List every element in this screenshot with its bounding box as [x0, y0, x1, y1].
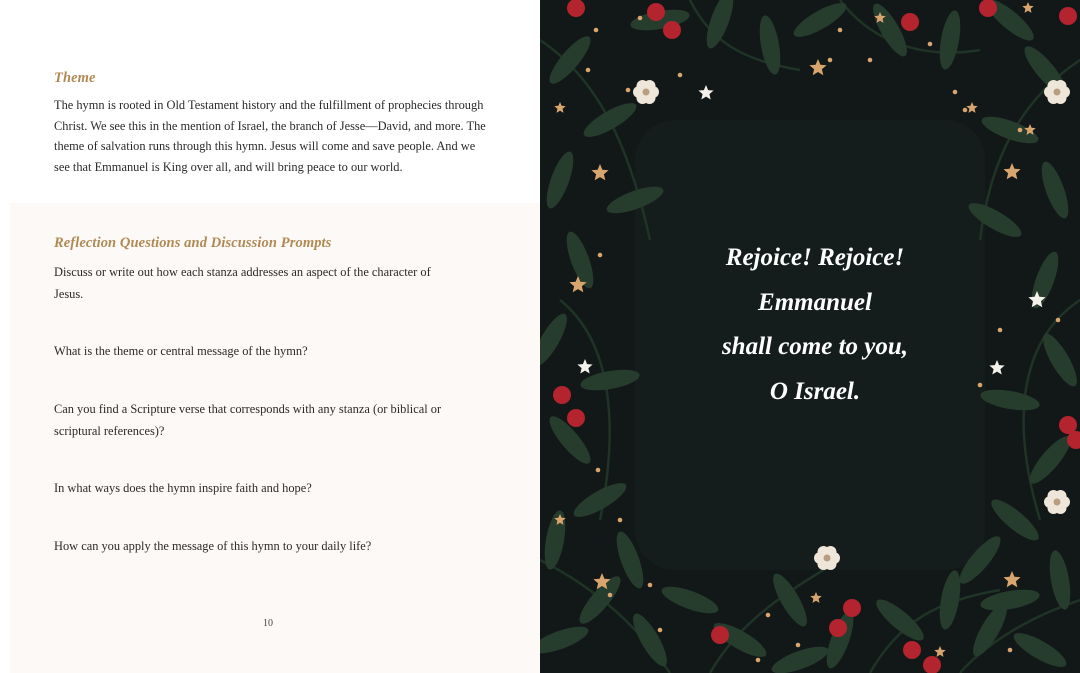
berry	[567, 0, 585, 17]
sparkle-star	[698, 85, 713, 100]
berry	[1059, 7, 1077, 25]
leaf	[979, 386, 1041, 414]
leaf	[790, 0, 851, 43]
quote-line-2: Emmanuel	[758, 288, 872, 316]
star	[1003, 571, 1020, 587]
leaf	[544, 31, 596, 89]
dot	[658, 628, 663, 633]
leaf	[821, 609, 858, 672]
dot	[838, 28, 843, 33]
prompt-5: How can you apply the message of this hymn to your daily life?	[54, 539, 372, 553]
berry	[843, 599, 861, 617]
quote-line-4: O Israel.	[769, 377, 861, 405]
leaf	[1026, 249, 1063, 312]
dot	[756, 658, 761, 663]
leaf	[767, 570, 813, 631]
star	[1022, 2, 1033, 13]
leaf	[540, 310, 573, 371]
star	[554, 102, 565, 113]
dot	[828, 58, 833, 63]
flower-center	[643, 89, 650, 96]
berry	[829, 619, 847, 637]
leaf	[627, 610, 673, 671]
dot	[586, 68, 591, 73]
page-number: 10	[263, 618, 273, 629]
dot	[766, 613, 771, 618]
stem	[560, 300, 610, 520]
berry	[711, 626, 729, 644]
dot	[796, 643, 801, 648]
dot	[596, 468, 601, 473]
leaf	[1037, 330, 1080, 391]
prompt-1: Discuss or write out how each stanza addresses an aspect of the character of Jesus.	[54, 265, 431, 301]
leaf	[936, 9, 964, 71]
leaf	[871, 594, 929, 646]
leaf	[1010, 627, 1071, 673]
reflection-heading: Reflection Questions and Discussion Prompts	[54, 235, 332, 251]
flower-center	[1054, 89, 1061, 96]
flower-center	[1054, 499, 1061, 506]
dot	[998, 328, 1003, 333]
dot	[978, 383, 983, 388]
berry	[567, 409, 585, 427]
dot	[638, 16, 643, 21]
berry	[901, 13, 919, 31]
dot	[648, 583, 653, 588]
berry	[903, 641, 921, 659]
sparkle-star	[577, 359, 592, 374]
star	[1003, 163, 1020, 179]
berry	[923, 656, 941, 673]
star	[934, 646, 945, 657]
stem	[690, 0, 800, 70]
dot	[678, 73, 683, 78]
leaf	[541, 149, 578, 212]
star	[966, 102, 977, 113]
star	[591, 164, 608, 180]
sparkle-star	[989, 360, 1004, 375]
berry	[663, 21, 681, 39]
right-page-illustration	[540, 0, 1080, 673]
flower-center	[824, 555, 831, 562]
leaf	[580, 97, 641, 143]
leaf	[979, 586, 1041, 614]
theme-paragraph: The hymn is rooted in Old Testament history and the fulfillment of prophecies through Christ. We see this in the mention of Israel, the branch of Jesse—David, and more. The theme of salvation runs through this hymn. Jesus will come and save people. And we see that Emmanuel is King over all, and will bring peace to our world.	[54, 98, 486, 174]
star	[810, 592, 821, 603]
leaf	[659, 581, 722, 618]
quote-line-3: shall come to you,	[721, 333, 909, 360]
dot	[598, 253, 603, 258]
prompt-3: Can you find a Scripture verse that corresponds with any stanza (or biblical or scriptural references)?	[54, 402, 442, 438]
dot	[618, 518, 623, 523]
quote-line-1: Rejoice! Rejoice!	[725, 244, 905, 271]
dot	[953, 90, 958, 95]
stem	[1024, 300, 1080, 520]
berry	[553, 386, 571, 404]
hymn-quote	[680, 236, 950, 414]
dot	[626, 88, 631, 93]
leaf	[1036, 159, 1073, 222]
star	[809, 59, 826, 75]
prompt-4: In what ways does the hymn inspire faith and hope?	[54, 481, 312, 495]
dot	[963, 108, 968, 113]
dot	[1008, 648, 1013, 653]
leaf	[540, 621, 591, 658]
dot	[594, 28, 599, 33]
dot	[928, 42, 933, 47]
berry	[647, 3, 665, 21]
dot	[608, 593, 613, 598]
theme-heading: Theme	[54, 70, 96, 86]
dot	[868, 58, 873, 63]
prompt-2: What is the theme or central message of the hymn?	[54, 344, 308, 358]
leaf	[1046, 549, 1074, 611]
dot	[1018, 128, 1023, 133]
dot	[1056, 318, 1061, 323]
